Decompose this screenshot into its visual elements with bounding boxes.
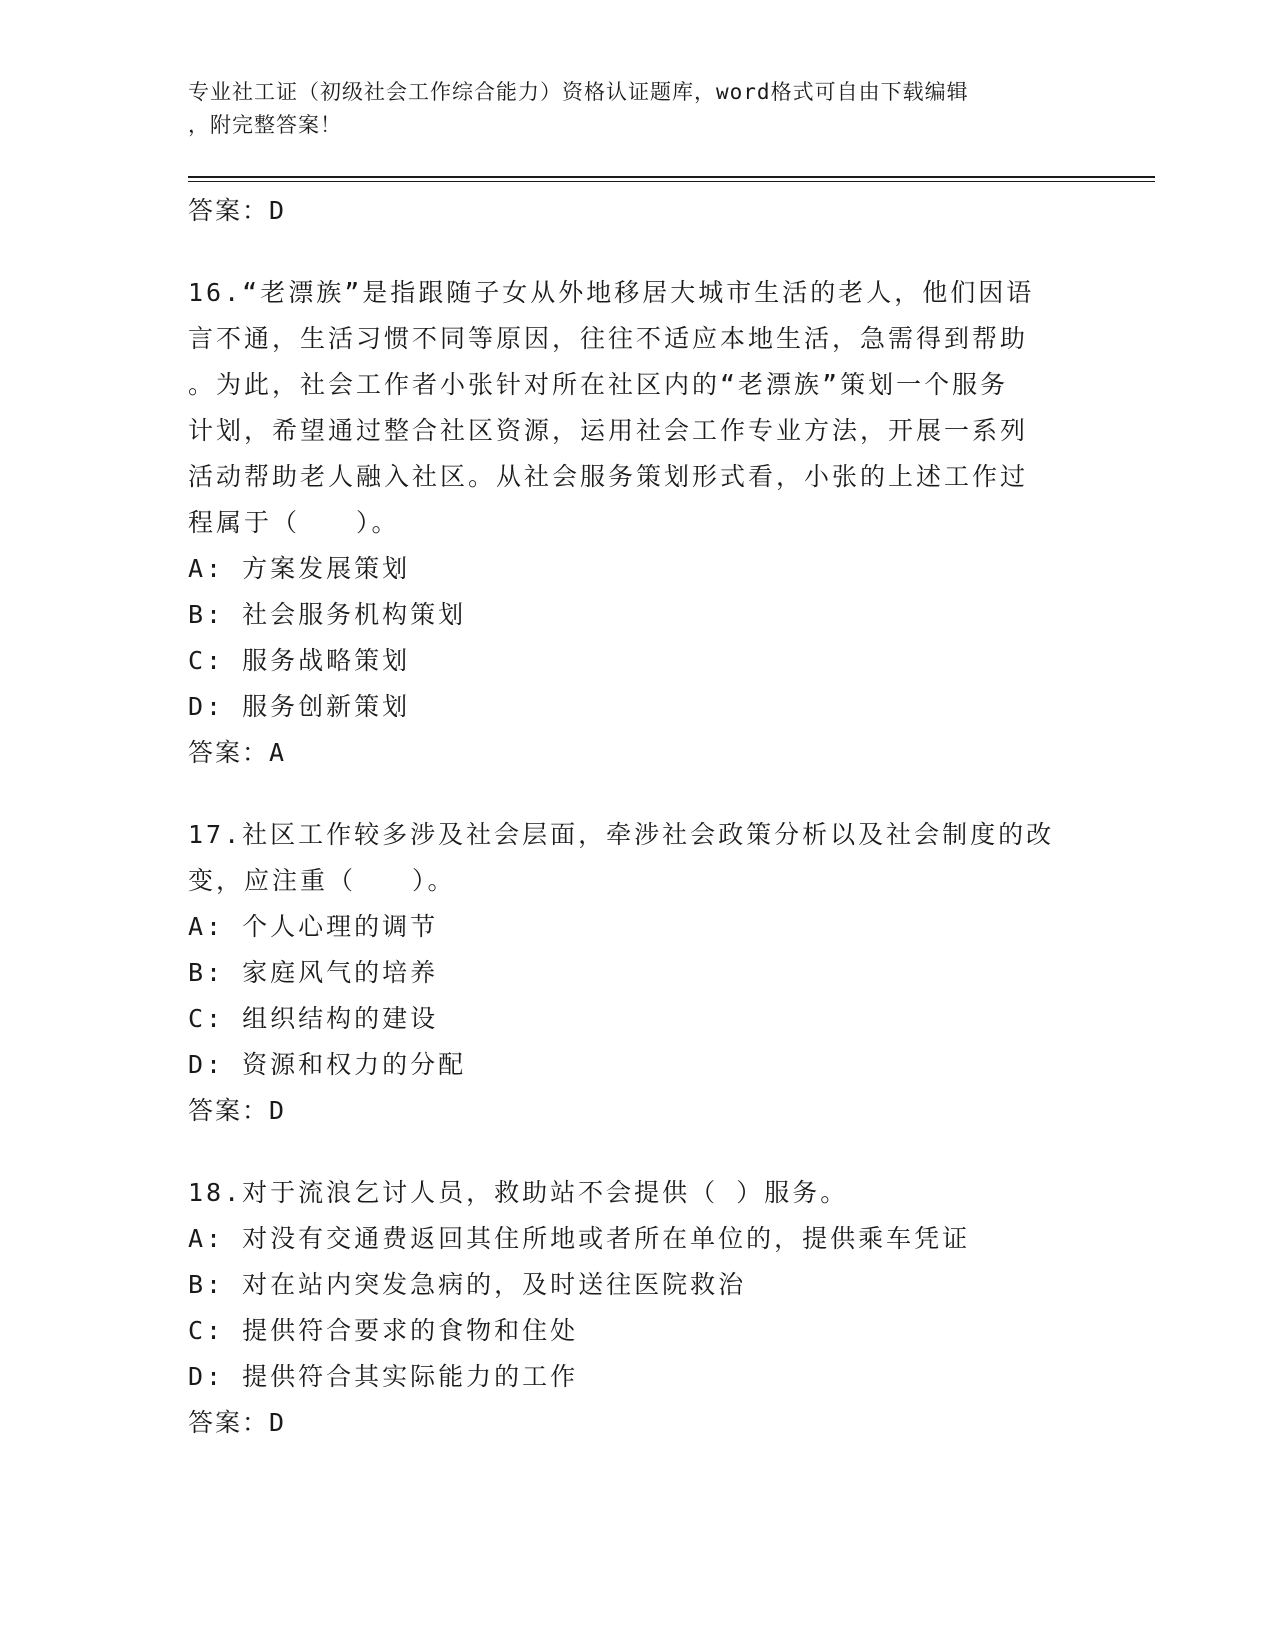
- question-block: [188, 812, 1088, 1134]
- option-c: C: 组织结构的建设: [188, 1004, 439, 1033]
- question-line: 活动帮助老人融入社区。从社会服务策划形式看，小张的上述工作过: [188, 462, 1029, 491]
- question-line: 变，应注重（ ）。: [188, 866, 456, 895]
- option-b: B: 对在站内突发急病的，及时送往医院救治: [188, 1270, 747, 1299]
- answer-label: 答案：: [188, 1096, 270, 1125]
- option-a: A: 个人心理的调节: [188, 912, 439, 941]
- question-line: 16.“老漂族”是指跟随子女从外地移居大城市生活的老人，他们因语: [188, 278, 1035, 307]
- option-c: C: 服务战略策划: [188, 646, 411, 675]
- answer-label: 答案：: [188, 196, 270, 225]
- answer-line: [188, 188, 1088, 234]
- option-b: B: 社会服务机构策划: [188, 600, 467, 629]
- option-a: A: 方案发展策划: [188, 554, 411, 583]
- answer-value: A: [269, 738, 287, 767]
- answer-value: D: [269, 1408, 287, 1437]
- question-line: 言不通，生活习惯不同等原因，往往不适应本地生活，急需得到帮助: [188, 324, 1029, 353]
- answer-value: D: [269, 196, 287, 225]
- header-rule-thin: [188, 181, 1155, 182]
- answer-label: 答案：: [188, 1408, 270, 1437]
- question-line: 计划，希望通过整合社区资源，运用社会工作专业方法，开展一系列: [188, 416, 1029, 445]
- question-block: [188, 1170, 1088, 1446]
- header-rule-thick: [188, 176, 1155, 178]
- question-line: 18.对于流浪乞讨人员，救助站不会提供（ ）服务。: [188, 1178, 849, 1207]
- question-block: [188, 270, 1088, 776]
- option-d: D: 服务创新策划: [188, 692, 411, 721]
- option-a: A: 对没有交通费返回其住所地或者所在单位的，提供乘车凭证: [188, 1224, 971, 1253]
- option-d: D: 资源和权力的分配: [188, 1050, 467, 1079]
- page-header: [188, 76, 1088, 142]
- header-line-2: ，附完整答案！: [188, 113, 342, 137]
- answer-label: 答案：: [188, 738, 270, 767]
- answer-line: [188, 730, 1088, 776]
- answer-line: [188, 1088, 1088, 1134]
- question-line: 17.社区工作较多涉及社会层面，牵涉社会政策分析以及社会制度的改: [188, 820, 1055, 849]
- option-b: B: 家庭风气的培养: [188, 958, 439, 987]
- option-c: C: 提供符合要求的食物和住处: [188, 1316, 579, 1345]
- question-line: 程属于（ ）。: [188, 508, 400, 537]
- option-d: D: 提供符合其实际能力的工作: [188, 1362, 579, 1391]
- answer-line: [188, 1400, 1088, 1446]
- question-line: 。为此，社会工作者小张针对所在社区内的“老漂族”策划一个服务: [188, 370, 1009, 399]
- header-line-1: 专业社工证（初级社会工作综合能力）资格认证题库，word格式可自由下载编辑: [188, 80, 969, 104]
- answer-value: D: [269, 1096, 287, 1125]
- question-list: [188, 188, 1088, 1446]
